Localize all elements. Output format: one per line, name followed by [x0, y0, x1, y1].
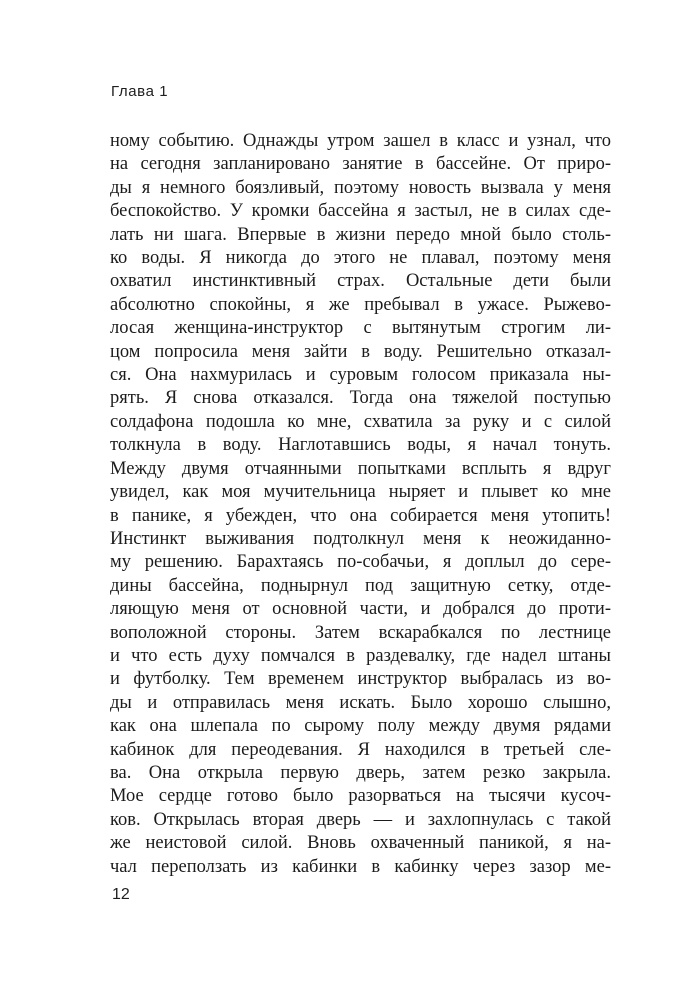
text-line: же неистовой силой. Вновь охваченный паникой, я на-	[110, 833, 611, 854]
text-line: толкнула в воду. Наглотавшись воды, я начал тонуть.	[110, 435, 611, 456]
text-line: ляющую меня от основной части, и добрался до проти-	[110, 599, 611, 620]
text-line: ся. Она нахмурилась и суровым голосом приказала ны-	[110, 365, 611, 386]
text-line: лать ни шага. Впервые в жизни передо мной было столь-	[110, 224, 611, 245]
text-line: ва. Она открыла первую дверь, затем резко закрыла.	[110, 762, 611, 783]
text-line: в панике, я убежден, что она собирается меня утопить!	[110, 505, 611, 526]
text-line: лосая женщина-инструктор с вытянутым строгим ли-	[110, 318, 611, 339]
text-line: Между двумя отчаянными попытками всплыть я вдруг	[110, 458, 611, 479]
text-line: воположной стороны. Затем вскарабкался по лестнице	[110, 622, 611, 643]
text-line: абсолютно спокойны, я же пребывал в ужасе. Рыжево-	[110, 294, 611, 315]
body-text	[110, 130, 611, 879]
page-number: 12	[112, 886, 130, 903]
text-line: охватил инстинктивный страх. Остальные дети были	[110, 271, 611, 292]
text-line: му решению. Барахтаясь по-собачьи, я доплыл до сере-	[110, 552, 611, 573]
text-line: ды я немного боязливый, поэтому новость вызвала у меня	[110, 177, 611, 198]
text-line: Инстинкт выживания подтолкнул меня к неожиданно-	[110, 528, 611, 549]
text-line: как она шлепала по сырому полу между двумя рядами	[110, 716, 611, 737]
text-line: и что есть духу помчался в раздевалку, где надел штаны	[110, 645, 611, 666]
text-line: на сегодня запланировано занятие в бассейне. От приро-	[110, 154, 611, 175]
text-line: дины бассейна, поднырнул под защитную сетку, отде-	[110, 575, 611, 596]
text-line: цом попросила меня зайти в воду. Решительно отказал-	[110, 341, 611, 362]
text-line: кабинок для переодевания. Я находился в третьей сле-	[110, 739, 611, 760]
text-line: ды и отправилась меня искать. Было хорошо слышно,	[110, 692, 611, 713]
text-line: увидел, как моя мучительница ныряет и плывет ко мне	[110, 482, 611, 503]
text-line: ко воды. Я никогда до этого не плавал, поэтому меня	[110, 248, 611, 269]
chapter-header: Глава 1	[111, 83, 169, 100]
text-line: рять. Я снова отказался. Тогда она тяжелой поступью	[110, 388, 611, 409]
text-line: Мое сердце готово было разорваться на тысячи кусоч-	[110, 786, 611, 807]
text-line: ному событию. Однажды утром зашел в класс и узнал, что	[110, 131, 611, 151]
text-line: солдафона подошла ко мне, схватила за руку и с силой	[110, 411, 611, 432]
text-line: ков. Открылась вторая дверь — и захлопнулась с такой	[110, 809, 611, 830]
text-line: и футболку. Тем временем инструктор выбралась из во-	[110, 669, 611, 690]
text-line: беспокойство. У кромки бассейна я застыл, не в силах сде-	[110, 201, 611, 222]
text-line: чал переползать из кабинки в кабинку через зазор ме-	[110, 856, 611, 877]
